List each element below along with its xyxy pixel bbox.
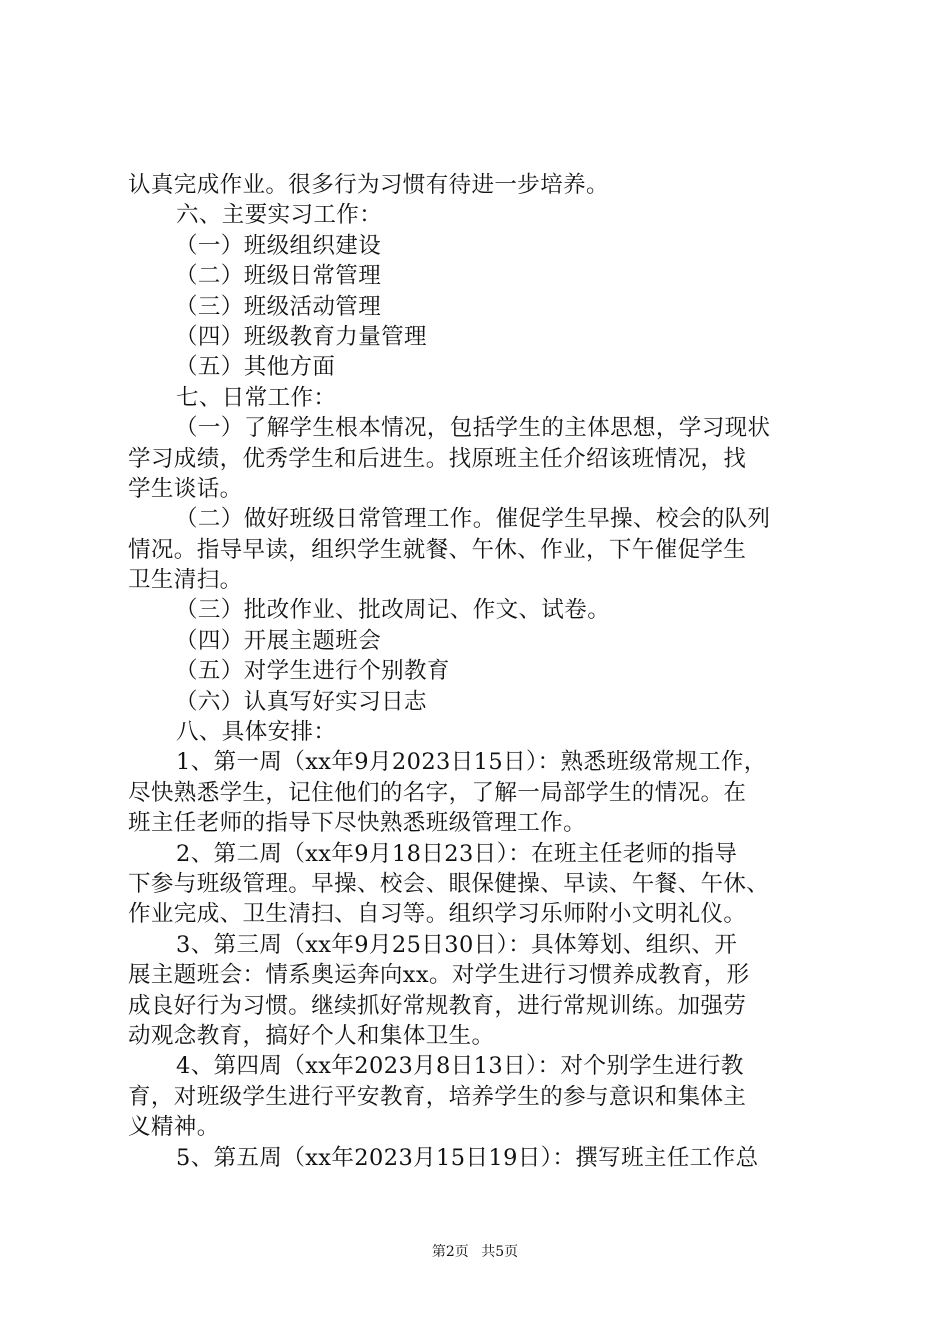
- text-line: 展主题班会：情系奥运奔向xx。对学生进行习惯养成教育，形: [128, 962, 750, 989]
- page-footer: [0, 1242, 950, 1262]
- text-line: 义精神。: [128, 1114, 220, 1141]
- text-line: 作业完成、卫生清扫、自习等。组织学习乐师附小文明礼仪。: [128, 901, 747, 928]
- body-text: [128, 170, 833, 1173]
- list-item: （二）班级日常管理: [175, 263, 382, 290]
- text-line: 成良好行为习惯。继续抓好常规教育，进行常规训练。加强劳: [128, 992, 747, 1019]
- text-line: （二）做好班级日常管理工作。催促学生早操、校会的队列: [175, 506, 771, 533]
- section-heading-8: 八、具体安排：: [176, 719, 337, 746]
- text-line: 5、第五周（xx年2023月15日19日）：撰写班主任工作总: [176, 1144, 759, 1171]
- text-line: 学生谈话。: [128, 475, 243, 502]
- text-line: 班主任老师的指导下尽快熟悉班级管理工作。: [128, 810, 587, 837]
- list-item: （五）其他方面: [175, 354, 336, 381]
- section-heading-6: 六、主要实习工作：: [176, 202, 383, 229]
- list-item: （三）班级活动管理: [175, 293, 382, 320]
- page-total: 共5页: [481, 1244, 519, 1260]
- text-line: （一）了解学生根本情况，包括学生的主体思想，学习现状: [175, 415, 771, 442]
- text-line: 情况。指导早读，组织学生就餐、午休、作业，下午催促学生: [128, 536, 747, 563]
- text-line: 1、第一周（xx年9月2023日15日）：熟悉班级常规工作，: [176, 749, 767, 776]
- text-line: 4、第四周（xx年2023月8日13日）：对个别学生进行教: [176, 1053, 744, 1080]
- text-line: 2、第二周（xx年9月18日23日）：在班主任老师的指导: [176, 840, 738, 867]
- list-item: （三）批改作业、批改周记、作文、试卷。: [175, 597, 611, 624]
- text-line: 认真完成作业。很多行为习惯有待进一步培养。: [128, 172, 609, 198]
- list-item: （六）认真写好实习日志: [175, 688, 427, 715]
- text-line: 3、第三周（xx年9月25日30日）：具体筹划、组织、开: [176, 931, 738, 958]
- list-item: （五）对学生进行个别教育: [175, 658, 450, 685]
- text-line: 尽快熟悉学生，记住他们的名字，了解一局部学生的情况。在: [128, 779, 747, 806]
- text-line: 卫生清扫。: [128, 567, 243, 594]
- list-item: （四）班级教育力量管理: [175, 323, 427, 350]
- section-heading-7: 七、日常工作：: [176, 384, 337, 411]
- list-item: （四）开展主题班会: [175, 627, 382, 654]
- text-line: 学习成绩，优秀学生和后进生。找原班主任介绍该班情况，找: [128, 445, 747, 472]
- text-line: 育，对班级学生进行平安教育，培养学生的参与意识和集体主: [128, 1083, 747, 1110]
- text-line: 下参与班级管理。早操、校会、眼保健操、早读、午餐、午休、: [128, 870, 770, 897]
- page-number: 第2页: [431, 1244, 469, 1260]
- text-line: 动观念教育，搞好个人和集体卫生。: [128, 1022, 495, 1049]
- list-item: （一）班级组织建设: [175, 232, 382, 259]
